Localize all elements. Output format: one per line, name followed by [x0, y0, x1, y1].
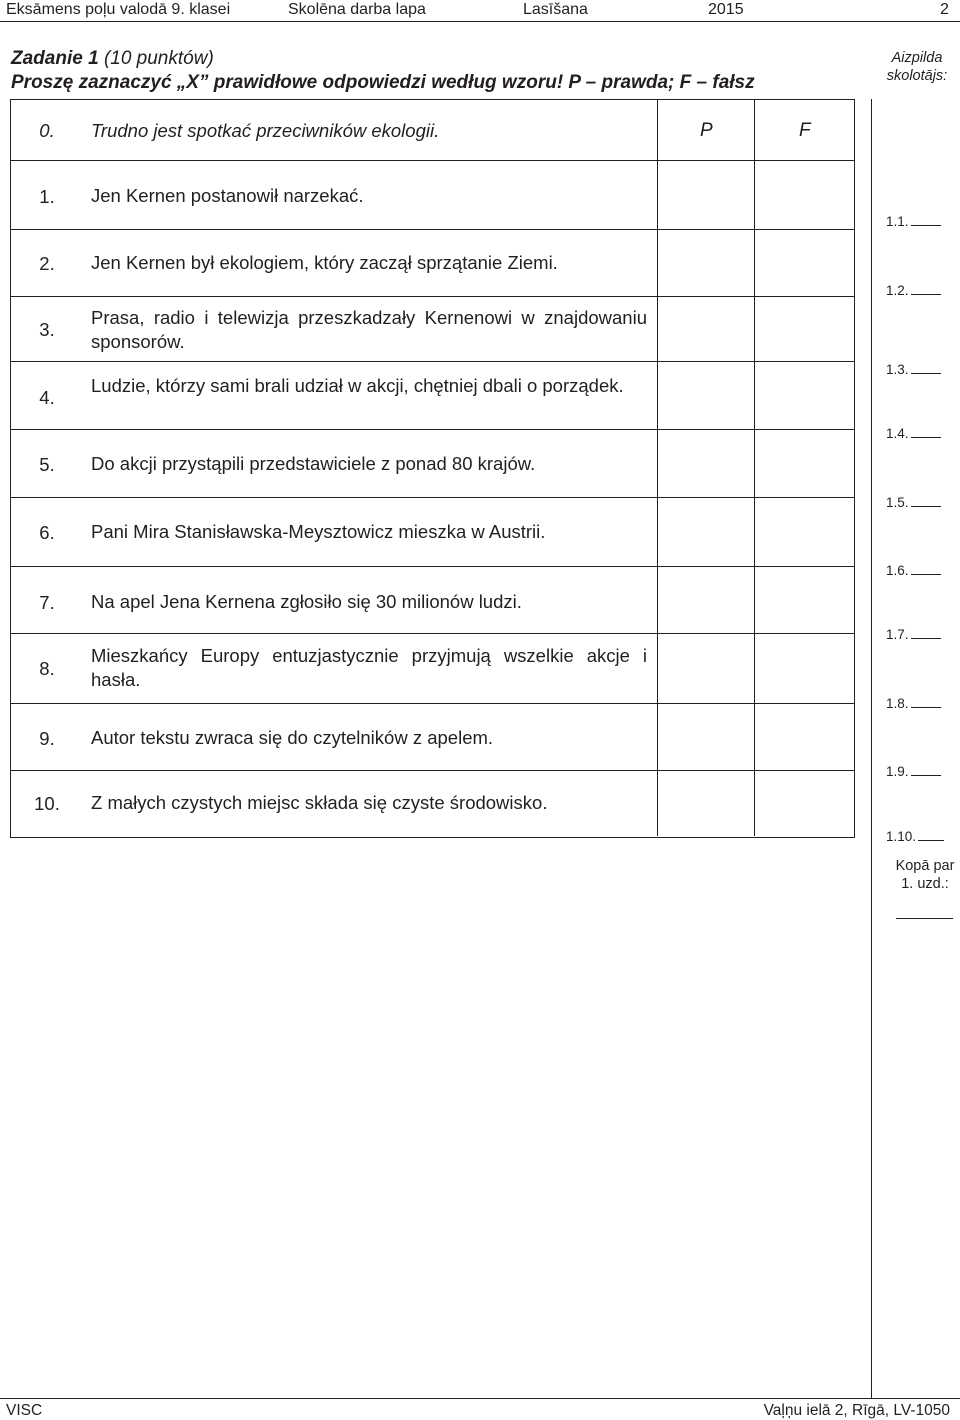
answer-cell-p[interactable] — [657, 634, 755, 703]
row-number: 9. — [39, 728, 55, 749]
row-statement: Na apel Jena Kernena zgłosiło się 30 milionów ludzi. — [91, 591, 522, 612]
row-statement: Z małych czystych miejsc składa się czyste środowisko. — [91, 792, 548, 813]
example-row — [11, 100, 854, 161]
row-statement: Jen Kernen był ekologiem, który zaczął sprzątanie Ziemi. — [91, 252, 558, 273]
score-field-1-7[interactable]: 1.7. — [886, 627, 941, 643]
footer-org: VISC — [6, 1402, 43, 1419]
row-number: 5. — [39, 454, 55, 475]
footer-address: Vaļņu ielā 2, Rīgā, LV-1050 — [763, 1402, 950, 1419]
row-statement: Trudno jest spotkać przeciwników ekologii. — [91, 120, 440, 141]
answer-cell-p[interactable] — [657, 771, 755, 836]
row-statement: Ludzie, którzy sami brali udział w akcji, chętniej dbali o porządek. — [91, 375, 624, 396]
row-number: 0. — [39, 120, 55, 141]
page-header — [0, 0, 960, 22]
score-field-1-3[interactable]: 1.3. — [886, 362, 941, 378]
row-number: 1. — [39, 186, 55, 207]
table-row-9 — [11, 704, 854, 771]
row-number: 8. — [39, 658, 55, 679]
row-statement: Pani Mira Stanisławska-Meysztowicz mieszka w Austrii. — [91, 521, 546, 542]
table-row-3 — [11, 297, 854, 362]
header-p: P — [700, 120, 713, 141]
true-false-table — [10, 99, 855, 838]
score-field-1-2[interactable]: 1.2. — [886, 283, 941, 299]
score-field-1-4[interactable]: 1.4. — [886, 426, 941, 442]
task-name: Zadanie 1 — [11, 48, 99, 69]
task-title — [11, 48, 214, 70]
table-row-2 — [11, 230, 854, 297]
score-field-1-10[interactable]: 1.10. — [886, 829, 944, 845]
page-number: 2 — [940, 1, 949, 18]
table-row-6 — [11, 498, 854, 567]
table-row-10 — [11, 771, 854, 836]
score-field-1-5[interactable]: 1.5. — [886, 495, 941, 511]
row-statement: Autor tekstu zwraca się do czytelników z apelem. — [91, 727, 494, 748]
table-row-5 — [11, 430, 854, 498]
answer-cell-p[interactable] — [657, 230, 755, 296]
table-row-8 — [11, 634, 854, 704]
total-label: Kopā par 1. uzd.: — [895, 858, 955, 892]
row-number: 10. — [34, 793, 60, 814]
row-number: 7. — [39, 592, 55, 613]
row-statement: Do akcji przystąpili przedstawiciele z ponad 80 krajów. — [91, 453, 536, 474]
grader-column-divider — [871, 99, 872, 1398]
answer-cell-p[interactable] — [657, 161, 755, 229]
score-field-1-6[interactable]: 1.6. — [886, 563, 941, 579]
answer-cell-p[interactable] — [657, 297, 755, 361]
score-field-1-9[interactable]: 1.9. — [886, 764, 941, 780]
year-label: 2015 — [708, 1, 744, 18]
header-f: F — [799, 120, 811, 141]
task-instruction: Proszę zaznaczyć „X” prawidłowe odpowiedzi według wzoru! P – prawda; F – fałsz — [11, 72, 755, 93]
table-row-4 — [11, 362, 854, 430]
table-row-7 — [11, 567, 854, 634]
answer-cell-p[interactable] — [657, 567, 755, 633]
row-statement: Prasa, radio i telewizja przeszkadzały Kernenowi w znajdowaniu sponsorów. — [91, 307, 647, 352]
worksheet-label: Skolēna darba lapa — [288, 1, 426, 18]
answer-cell-p[interactable] — [657, 704, 755, 770]
row-statement: Mieszkańcy Europy entuzjastycznie przyjmują wszelkie akcje i hasła. — [91, 645, 647, 690]
score-field-1-1[interactable]: 1.1. — [886, 214, 941, 230]
answer-cell-p[interactable] — [657, 362, 755, 429]
score-field-1-8[interactable]: 1.8. — [886, 696, 941, 712]
section-label: Lasīšana — [523, 1, 588, 18]
row-number: 2. — [39, 253, 55, 274]
row-number: 6. — [39, 522, 55, 543]
table-row-1 — [11, 161, 854, 230]
answer-cell-p[interactable] — [657, 498, 755, 566]
task-points: (10 punktów) — [103, 48, 214, 69]
row-number: 4. — [39, 387, 55, 408]
answer-cell-p[interactable] — [657, 430, 755, 497]
row-number: 3. — [39, 319, 55, 340]
total-score-field[interactable] — [896, 918, 953, 919]
row-statement: Jen Kernen postanowił narzekać. — [91, 185, 364, 206]
page-footer — [0, 1398, 960, 1420]
grader-label: Aizpilda skolotājs: — [886, 50, 948, 84]
exam-title: Eksāmens poļu valodā 9. klasei — [6, 1, 231, 18]
